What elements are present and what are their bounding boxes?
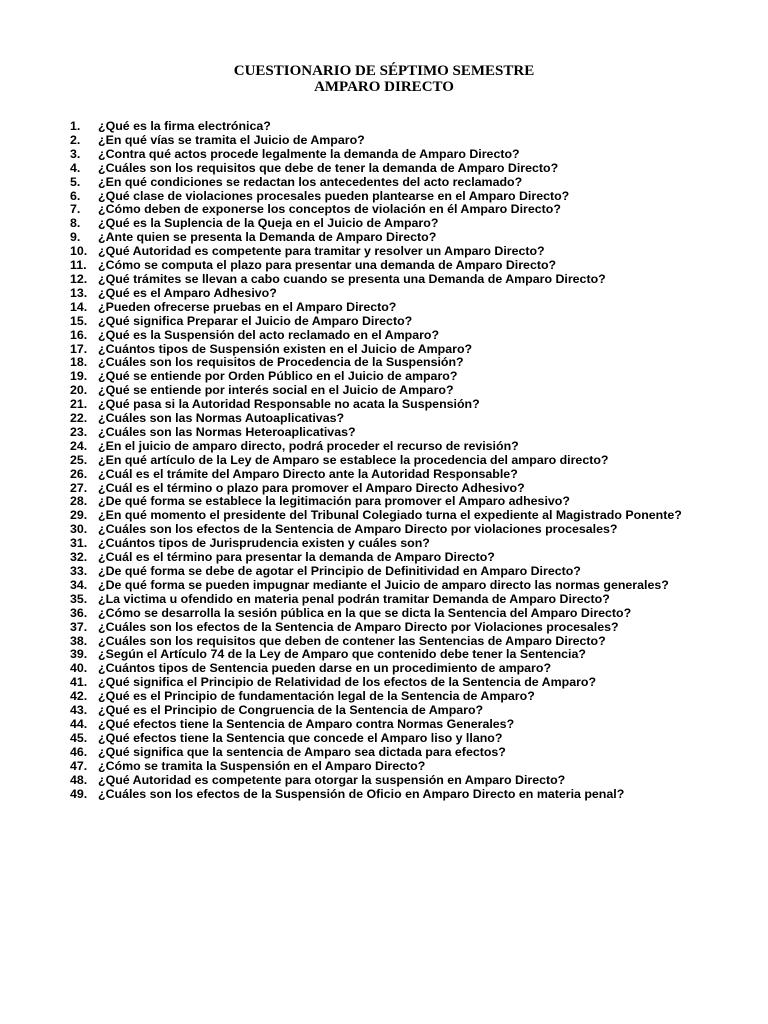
- question-number: 2.: [70, 132, 81, 147]
- question-number: 16.: [70, 327, 88, 342]
- question-number: 33.: [70, 564, 88, 578]
- question-item: [70, 217, 702, 231]
- question-number: 47.: [70, 758, 88, 773]
- question-number: 30.: [70, 522, 88, 537]
- question-text: ¿Cuáles son los efectos de la Sentencia de Amparo Directo por Violaciones procesales?: [98, 619, 619, 634]
- question-text: ¿Cuántos tipos de Sentencia pueden darse en un procedimiento de amparo?: [98, 661, 552, 676]
- question-text: ¿En qué condiciones se redactan los antecedentes del acto reclamado?: [98, 174, 523, 189]
- question-number: 42.: [70, 689, 88, 704]
- question-text: ¿Ante quien se presenta la Demanda de Amparo Directo?: [98, 230, 437, 245]
- question-text: ¿Qué se entiende por Orden Público en el Juicio de amparo?: [98, 369, 458, 384]
- question-item: [70, 551, 702, 565]
- question-text: ¿Cuál es el trámite del Amparo Directo ante la Autoridad Responsable?: [98, 466, 518, 481]
- question-number: 45.: [70, 730, 88, 745]
- question-item: [70, 231, 702, 245]
- question-number: 28.: [70, 494, 88, 509]
- question-item: [70, 329, 702, 343]
- question-number: 36.: [70, 605, 88, 620]
- question-text: ¿Cuántos tipos de Suspensión existen en el Juicio de Amparo?: [98, 341, 473, 356]
- question-item: [70, 384, 702, 398]
- question-item: [70, 482, 702, 496]
- question-text: ¿Cómo se desarrolla la sesión pública en la que se dicta la Sentencia del Amparo Directo?: [98, 605, 632, 620]
- question-number: 41.: [70, 675, 88, 690]
- question-number: 26.: [70, 466, 88, 481]
- question-text: ¿Qué clase de violaciones procesales pueden plantearse en el Amparo Directo?: [98, 188, 570, 203]
- question-number: 44.: [70, 716, 88, 731]
- question-text: ¿Qué Autoridad es competente para tramitar y resolver un Amparo Directo?: [98, 244, 545, 259]
- question-text: ¿Qué significa Preparar el Juicio de Amparo Directo?: [98, 313, 413, 328]
- question-text: ¿Según el Artículo 74 de la Ley de Amparo que contenido debe tener la Sentencia?: [98, 647, 586, 662]
- question-item: [70, 162, 702, 176]
- question-number: 1.: [70, 119, 81, 133]
- question-number: 14.: [70, 299, 88, 314]
- question-text: ¿Cuáles son los requisitos que debe de tener la demanda de Amparo Directo?: [98, 160, 559, 175]
- question-number: 6.: [70, 188, 81, 203]
- question-item: [70, 259, 702, 273]
- question-text: ¿Cómo deben de exponerse los conceptos de violación en él Amparo Directo?: [98, 202, 561, 217]
- question-text: ¿Cuáles son los efectos de la Suspensión de Oficio en Amparo Directo en materia penal?: [98, 786, 625, 801]
- question-item: [70, 565, 702, 579]
- question-number: 27.: [70, 480, 88, 495]
- question-item: [70, 343, 702, 357]
- question-number: 9.: [70, 230, 81, 245]
- question-number: 31.: [70, 536, 88, 551]
- question-item: [70, 648, 702, 662]
- question-text: ¿Qué efectos tiene la Sentencia que concede el Amparo liso y llano?: [98, 730, 503, 745]
- question-number: 32.: [70, 550, 88, 565]
- question-item: [70, 412, 702, 426]
- question-text: ¿Cuáles son los requisitos que deben de contener las Sentencias de Amparo Directo?: [98, 633, 606, 648]
- question-item: [70, 454, 702, 468]
- question-number: 21.: [70, 397, 88, 412]
- question-text: ¿Contra qué actos procede legalmente la demanda de Amparo Directo?: [98, 146, 520, 161]
- question-text: ¿De qué forma se pueden impugnar mediante el Juicio de amparo directo las normas generales?: [98, 577, 669, 592]
- question-item: [70, 732, 702, 746]
- question-text: ¿Cómo se tramita la Suspensión en el Amparo Directo?: [98, 758, 426, 773]
- question-number: 19.: [70, 369, 88, 384]
- question-text: ¿Qué es la Suplencia de la Queja en el Juicio de Amparo?: [98, 216, 439, 231]
- question-item: [70, 315, 702, 329]
- question-item: [70, 676, 702, 690]
- question-item: [70, 690, 702, 704]
- question-number: 46.: [70, 744, 88, 759]
- question-text: ¿Cuál es el término o plazo para promover el Amparo Directo Adhesivo?: [98, 480, 525, 495]
- question-number: 35.: [70, 591, 88, 606]
- question-number: 18.: [70, 355, 88, 370]
- question-text: ¿Cómo se computa el plazo para presentar una demanda de Amparo Directo?: [98, 258, 557, 273]
- question-number: 12.: [70, 271, 88, 286]
- question-item: [70, 788, 702, 802]
- question-text: ¿Qué es el Principio de Congruencia de la Sentencia de Amparo?: [98, 703, 484, 718]
- question-number: 15.: [70, 313, 88, 328]
- page-title: CUESTIONARIO DE SÉPTIMO SEMESTRE: [233, 63, 535, 79]
- question-item: [70, 495, 702, 509]
- question-item: [70, 273, 702, 287]
- question-text: ¿Qué Autoridad es competente para otorgar la suspensión en Amparo Directo?: [98, 772, 566, 787]
- question-number: 11.: [70, 258, 87, 273]
- question-number: 7.: [70, 202, 81, 217]
- question-text: ¿De qué forma se establece la legitimación para promover el Amparo adhesivo?: [98, 494, 570, 509]
- question-item: [70, 635, 702, 649]
- question-number: 48.: [70, 772, 88, 787]
- question-item: [70, 509, 702, 523]
- question-item: [70, 356, 702, 370]
- question-number: 4.: [70, 160, 81, 175]
- question-item: [70, 746, 702, 760]
- page-subtitle: AMPARO DIRECTO: [314, 79, 454, 95]
- question-number: 13.: [70, 285, 88, 300]
- question-item: [70, 190, 702, 204]
- question-text: ¿En qué artículo de la Ley de Amparo se establece la procedencia del amparo directo?: [98, 452, 609, 467]
- question-item: [70, 621, 702, 635]
- question-item: [70, 468, 702, 482]
- question-item: [70, 398, 702, 412]
- question-item: [70, 287, 702, 301]
- question-item: [70, 523, 702, 537]
- question-number: 24.: [70, 438, 88, 453]
- question-text: ¿En qué vías se tramita el Juicio de Amparo?: [98, 132, 365, 147]
- question-item: [70, 245, 702, 259]
- question-text: ¿Qué es el Principio de fundamentación legal de la Sentencia de Amparo?: [98, 689, 535, 704]
- question-number: 8.: [70, 216, 81, 231]
- question-item: [70, 537, 702, 551]
- question-text: ¿Qué significa que la sentencia de Amparo sea dictada para efectos?: [98, 744, 506, 759]
- question-text: ¿En el juicio de amparo directo, podrá proceder el recurso de revisión?: [98, 438, 519, 453]
- question-number: 49.: [70, 786, 88, 801]
- question-number: 34.: [70, 577, 88, 592]
- question-list: [70, 120, 702, 801]
- question-number: 22.: [70, 411, 88, 426]
- question-item: [70, 148, 702, 162]
- question-item: [70, 662, 702, 676]
- question-number: 39.: [70, 647, 88, 662]
- question-item: [70, 370, 702, 384]
- question-text: ¿Qué significa el Principio de Relatividad de los efectos de la Sentencia de Amparo?: [98, 675, 597, 690]
- question-item: [70, 301, 702, 315]
- question-number: 25.: [70, 452, 88, 467]
- question-text: ¿Cuáles son los efectos de la Sentencia de Amparo Directo por violaciones procesales?: [98, 522, 618, 537]
- question-text: ¿La victima u ofendido en materia penal podrán tramitar Demanda de Amparo Directo?: [98, 591, 610, 606]
- question-item: [70, 134, 702, 148]
- question-text: ¿Qué es el Amparo Adhesivo?: [98, 285, 277, 300]
- question-number: 20.: [70, 383, 88, 398]
- question-item: [70, 607, 702, 621]
- question-item: [70, 203, 702, 217]
- question-text: ¿En qué momento el presidente del Tribunal Colegiado turna el expediente al Magistrado Ponente?: [98, 508, 682, 523]
- question-number: 40.: [70, 661, 88, 676]
- question-item: [70, 426, 702, 440]
- question-text: ¿Qué se entiende por interés social en el Juicio de Amparo?: [98, 383, 454, 398]
- question-number: 43.: [70, 703, 88, 718]
- question-text: ¿Cuáles son los requisitos de Procedencia de la Suspensión?: [98, 355, 464, 370]
- question-item: [70, 440, 702, 454]
- question-number: 17.: [70, 341, 88, 356]
- question-number: 10.: [70, 244, 88, 259]
- question-item: [70, 704, 702, 718]
- question-number: 37.: [70, 619, 88, 634]
- question-text: ¿Cuáles son las Normas Heteroaplicativas?: [98, 424, 356, 439]
- question-number: 23.: [70, 424, 88, 439]
- question-text: ¿Cuáles son las Normas Autoaplicativas?: [98, 411, 345, 426]
- question-item: [70, 176, 702, 190]
- question-item: [70, 760, 702, 774]
- question-text: ¿Cuántos tipos de Jurisprudencia existen y cuáles son?: [98, 536, 430, 551]
- question-text: ¿Qué efectos tiene la Sentencia de Amparo contra Normas Generales?: [98, 716, 515, 731]
- question-text: ¿Qué trámites se llevan a cabo cuando se presenta una Demanda de Amparo Directo?: [98, 271, 606, 286]
- question-item: [70, 579, 702, 593]
- question-item: [70, 120, 702, 134]
- question-item: [70, 774, 702, 788]
- question-text: ¿Cuál es el término para presentar la demanda de Amparo Directo?: [98, 550, 495, 565]
- question-text: ¿Pueden ofrecerse pruebas en el Amparo Directo?: [98, 299, 397, 314]
- question-number: 5.: [70, 174, 81, 189]
- question-text: ¿De qué forma se debe de agotar el Principio de Definitividad en Amparo Directo?: [98, 564, 581, 578]
- question-item: [70, 593, 702, 607]
- question-text: ¿Qué pasa si la Autoridad Responsable no acata la Suspensión?: [98, 397, 480, 412]
- question-item: [70, 718, 702, 732]
- question-number: 29.: [70, 508, 88, 523]
- question-text: ¿Qué es la Suspensión del acto reclamado en el Amparo?: [98, 327, 440, 342]
- question-text: ¿Qué es la firma electrónica?: [98, 119, 271, 133]
- question-number: 3.: [70, 146, 81, 161]
- question-number: 38.: [70, 633, 88, 648]
